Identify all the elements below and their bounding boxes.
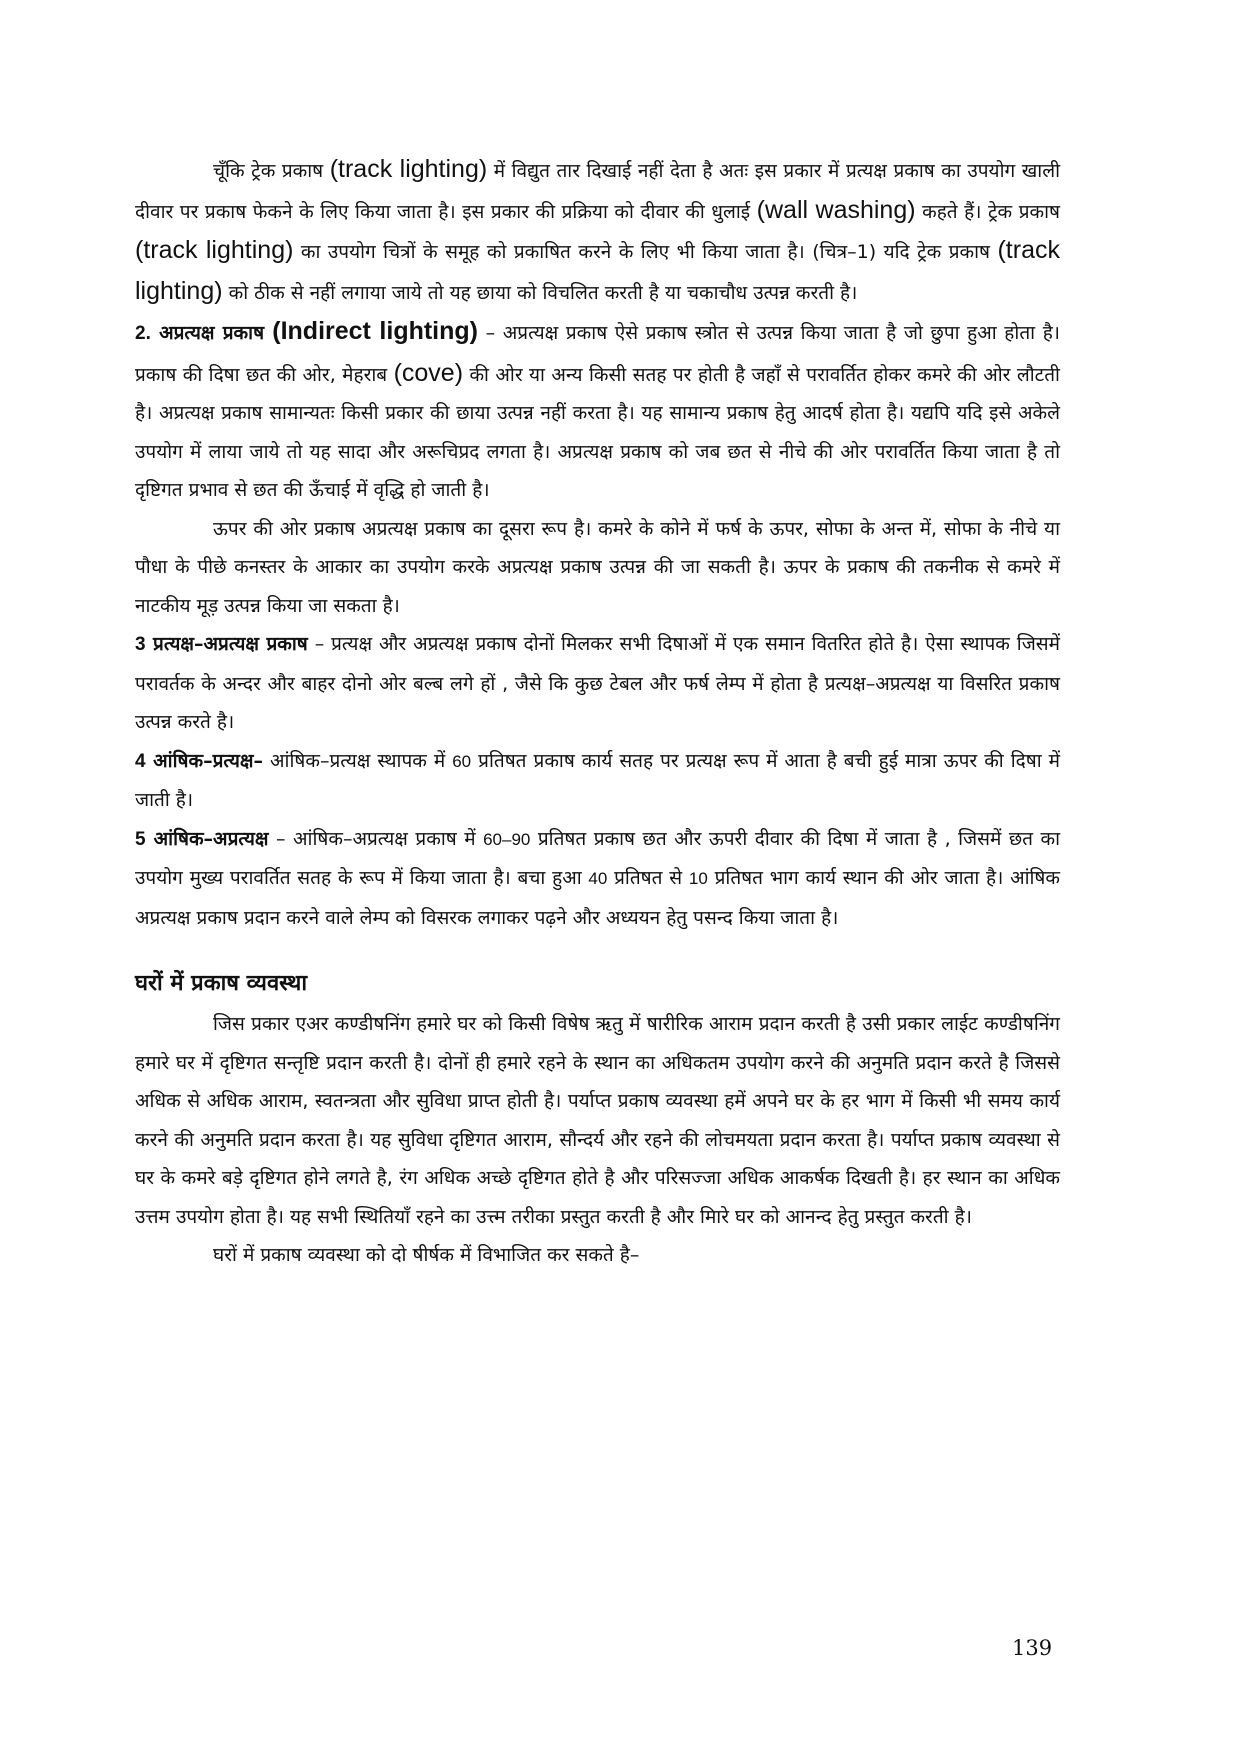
percentage-number: 60: [452, 751, 472, 771]
text-run: प्रतिषत भाग कार्य स्थान की ओर जाता है। आंषिक अप्रत्यक्ष प्रकाष प्रदान करने वाले लेम्प को विसरक लगाकर पढ़ने और अध्ययन हेतु पसन्द किया जाता है।: [135, 867, 1060, 929]
section-title-english: (Indirect lighting): [272, 317, 478, 345]
text-run: की ओर या अन्य किसी सतह पर होती है जहाँ से परावर्तित होकर कमरे की ओर लौटती है। अप्रत्यक्ष प्रकाष सामान्यतः किसी प्रकार की छाया उत्पन्न नहीं करता है। यह सामान्य प्रकाष हेतु आदर्ष होता है। यद्यपि यदि इसे अकेले उपयोग में लाया जाये तो यह सादा और अरूचिप्रद लगता है। अप्रत्यक्ष प्रकाष को जब छत से नीचे की ओर परावर्तित किया जाता है तो दृष्टिगत प्रभाव से छत की ऊँचाई में वृद्धि हो जाती है।: [135, 363, 1060, 501]
paragraph-direct-indirect: [135, 625, 1060, 742]
paragraph-track-lighting: [135, 150, 1060, 312]
section-number: 3: [135, 634, 146, 655]
text-run: – प्रत्यक्ष और अप्रत्यक्ष प्रकाष दोनों मिलकर सभी दिषाओं में एक समान वितरित होते है। ऐसा स्थापक जिसमें परावर्तक के अन्दर और बाहर दोनो ओर बल्ब लगे हों , जैसे कि कुछ टेबल और फर्ष लेम्प में होता है प्रत्यक्ष–अप्रत्यक्ष या विसरित प्रकाष उत्पन्न करते है।: [135, 633, 1061, 733]
english-term: (cove): [393, 358, 464, 387]
english-term: (track lighting): [135, 236, 1060, 305]
paragraph-semi-indirect: [135, 820, 1060, 938]
percentage-number: 60–90: [483, 829, 531, 849]
section-title: प्रत्यक्ष–अप्रत्यक्ष प्रकाष: [145, 633, 308, 655]
text-run: कहते हैं। ट्रेक प्रकाष: [915, 200, 1060, 223]
text-run: चूँकि ट्रेक प्रकाष: [213, 160, 330, 182]
section-number: 2.: [135, 323, 151, 344]
section-title: आंषिक–अप्रत्यक्ष: [145, 827, 269, 850]
paragraph-home-lighting: जिस प्रकार एअर कण्डीषनिंग हमारे घर को किसी विषेष ऋतु में षारीरिक आराम प्रदान करती है उसी प्रकार लाईट कण्डीषनिंग हमारे घर में दृष्टिगत सन्तृष्टि प्रदान करती है। दोनों ही हमारे रहने के स्थान का अधिकतम उपयोग करने की अनुमति प्रदान करते है जिससे अधिक से अधिक आराम, स्वतन्त्रता और सुविधा प्राप्त होती है। पर्याप्त प्रकाष व्यवस्था हमें अपने घर के हर भाग में किसी भी समय कार्य करने की अनुमति प्रदान करता है। यह सुविधा दृष्टिगत आराम, सौन्दर्य और रहने की लोचमयता प्रदान करता है। पर्याप्त प्रकाष व्यवस्था से घर के कमरे बड़े दृष्टिगत होने लगते है, रंग अधिक अच्छे दृष्टिगत होते है और परिसज्जा अधिक आकर्षक दिखती है। हर स्थान का अधिक उत्तम उपयोग होता है। यह सभी स्थितियाँ रहने का उत्त्म तरीका प्रस्तुत करती है और मिारे घर को आनन्द हेतु प्रस्तुत करती है।: [135, 1013, 1060, 1228]
section-heading: घरों में प्रकाष व्यवस्था: [135, 971, 308, 996]
text-run: – आंषिक–अप्रत्यक्ष प्रकाष में: [268, 827, 484, 850]
text-run: में विद्युत तार दिखाई नहीं देता है अतः इस प्रकार में प्रत्यक्ष प्रकाष का उपयोग खाली दीवार पर प्रकाष फेकने के लिए किया जाता है। इस प्रकार की प्रक्रिया को दीवार की धुलाई: [135, 160, 1061, 223]
paragraph-home-lighting-division: घरों में प्रकाष व्यवस्था को दो षीर्षक में विभाजित कर सकते है–: [213, 1244, 640, 1266]
english-term: (track lighting): [135, 236, 294, 264]
text-run: प्रतिषत प्रकाष कार्य सतह पर प्रत्यक्ष रूप में आता है बची हुई मात्रा ऊपर की दिषा में जाती है।: [135, 749, 1060, 811]
text-run: को ठीक से नहीं लगाया जाये तो यह छाया को विचलित करती है या चकाचौध उत्पन्न करती है।: [222, 281, 858, 304]
text-run: – अप्रत्यक्ष प्रकाष ऐसे प्रकाष स्त्रोत से उत्पन्न किया जाता है जो छुपा हुआ होता है। प्रकाष की दिषा छत की ओर, मेहराब: [135, 322, 1060, 386]
section-title: आंषिक–प्रत्यक्ष–: [145, 749, 264, 772]
percentage-number: 10: [688, 869, 708, 888]
section-number: 5: [135, 828, 146, 850]
section-number: 4: [135, 750, 146, 772]
page-number: 139: [1012, 1636, 1053, 1660]
text-run: प्रतिषत प्रकाष छत और ऊपरी दीवार की दिषा में जाता है , जिसमें छत का उपयोग मुख्य परावर्तित सतह के रूप में किया जाता है। बचा हुआ: [135, 827, 1061, 889]
paragraph-semi-direct: [135, 742, 1060, 820]
english-term: (track lighting): [329, 155, 488, 183]
section-title: अप्रत्यक्ष प्रकाष: [150, 322, 273, 344]
text-run: प्रतिषत से: [607, 867, 689, 889]
percentage-number: 40: [588, 869, 608, 888]
text-run: आंषिक–प्रत्यक्ष स्थापक में: [263, 749, 453, 772]
paragraph-uplighting: ऊपर की ओर प्रकाष अप्रत्यक्ष प्रकाष का दूसरा रूप है। कमरे के कोने में फर्ष के ऊपर, सोफा के अन्त में, सोफा के नीचे या पौधा के पीछे कनस्तर के आकार का उपयोग करके अप्रत्यक्ष प्रकाष उत्पन्न की जा सकती है। ऊपर के प्रकाष की तकनीक से कमरे में नाटकीय मूड़ उत्पन्न किया जा सकता है।: [135, 517, 1060, 617]
page-content: [135, 150, 1060, 1275]
text-run: का उपयोग चित्रों के समूह को प्रकाषित करने के लिए भी किया जाता है। (चित्र–1) यदि ट्रेक प्रकाष: [293, 241, 998, 263]
english-term: (wall washing): [756, 195, 916, 224]
paragraph-indirect-lighting: [135, 312, 1060, 510]
